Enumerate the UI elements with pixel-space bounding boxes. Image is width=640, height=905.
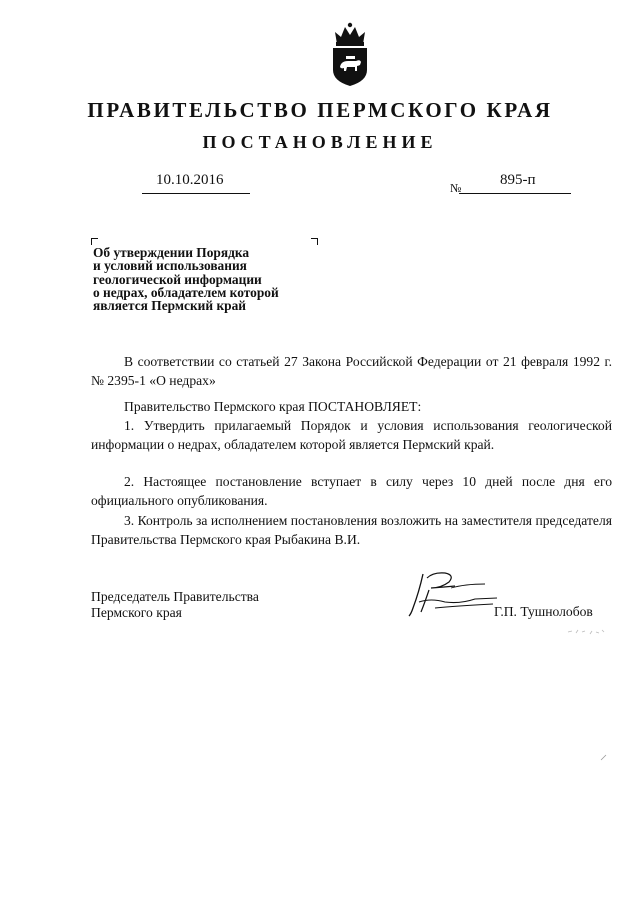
subject-line: о недрах, обладателем которой xyxy=(93,284,279,300)
subject-line: является Пермский край xyxy=(93,298,247,314)
number-sign: № xyxy=(450,181,462,195)
item-1-paragraph: 1. Утвердить прилагаемый Порядок и условия использования геологической информации о недрах, обладателем которой является Пермский край. xyxy=(91,418,612,453)
subject-line: Об утверждении Порядка xyxy=(93,245,250,260)
perm-krai-coat-of-arms-icon xyxy=(329,18,371,88)
signatory-title-line: Пермского края xyxy=(91,604,182,620)
signatory-title-line: Председатель Правительства xyxy=(91,589,259,604)
document-date: 10.10.2016 xyxy=(156,172,224,188)
document-subject xyxy=(93,246,343,312)
signatory-name: Г.П. Тушнолобов xyxy=(494,604,593,619)
date-underline xyxy=(142,193,250,194)
resolves-paragraph: Правительство Пермского края ПОСТАНОВЛЯЕТ: xyxy=(124,399,422,414)
scan-artifact xyxy=(566,624,606,638)
document-type: ПОСТАНОВЛЕНИЕ xyxy=(202,132,438,152)
item-2-paragraph: 2. Настоящее постановление вступает в силу через 10 дней после дня его официального опубликования. xyxy=(91,474,612,509)
subject-bracket-left xyxy=(91,238,98,245)
preamble-paragraph: В соответствии со статьей 27 Закона Российской Федерации от 21 февраля 1992 г. № 2395-1 «О недрах» xyxy=(91,354,612,389)
subject-bracket-right xyxy=(311,238,318,245)
handwritten-signature xyxy=(405,568,500,620)
subject-line: и условий использования xyxy=(93,258,247,274)
number-underline xyxy=(459,193,571,194)
government-title: ПРАВИТЕЛЬСТВО ПЕРМСКОГО КРАЯ xyxy=(87,98,553,122)
item-3-paragraph: 3. Контроль за исполнением постановления возложить на заместителя председателя Правительства Пермского края Рыбакина В.И. xyxy=(91,513,612,548)
document-number: 895-п xyxy=(500,172,536,188)
subject-line: геологической информации xyxy=(93,271,262,287)
signatory-title xyxy=(91,589,259,620)
scan-artifact xyxy=(599,752,609,762)
